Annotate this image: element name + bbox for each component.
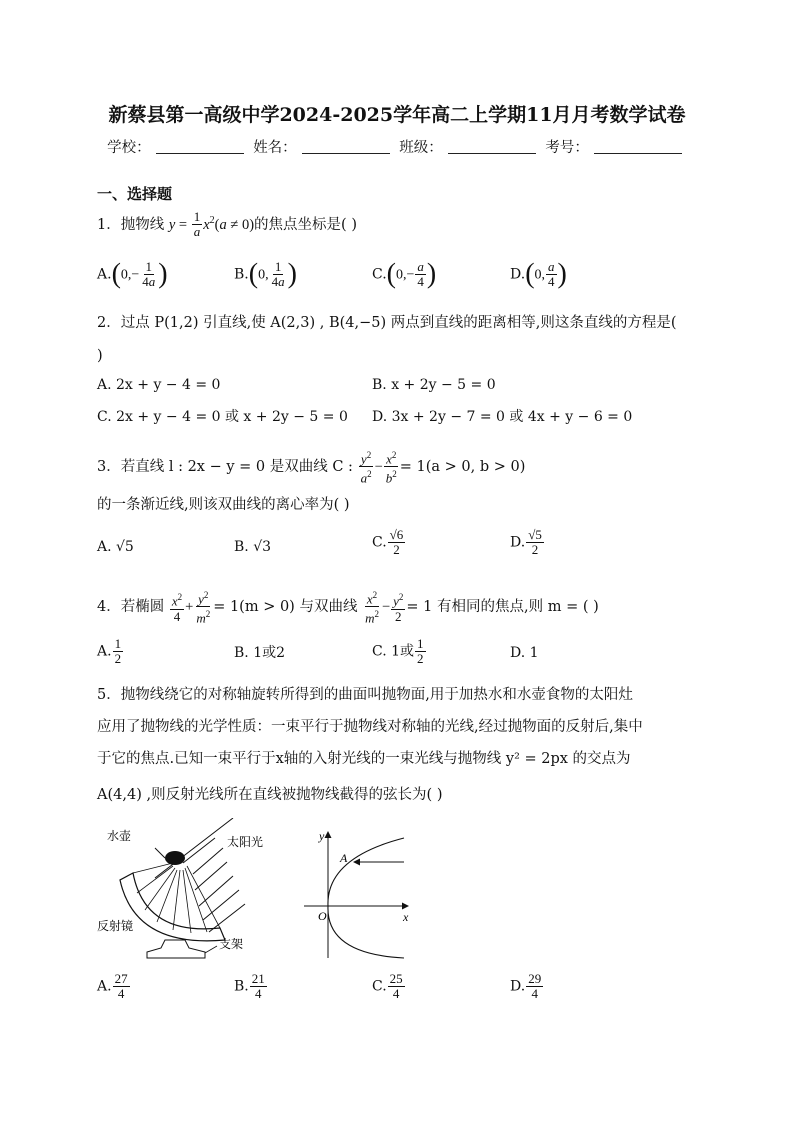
question-text: 抛物线: [120, 216, 165, 233]
solar-cooker-figure: [95, 818, 285, 968]
question-number: 4．: [97, 598, 121, 615]
exam-number-label: 考号：: [545, 140, 589, 156]
q3-option-d[interactable]: D. $\frac{√5}{2}$: [510, 527, 542, 557]
sun-rays: [183, 838, 245, 932]
exam-number-blank[interactable]: [594, 153, 682, 154]
name-label: 姓名：: [253, 140, 297, 156]
question-5-line-4: A(4,4) ,则反射光线所在直线被抛物线截得的弦长为( ): [97, 787, 443, 803]
question-1: 1．抛物线 y = $\frac{1}{a}$ $x^2(a \ne 0)$的焦点坐标是( ): [97, 209, 357, 240]
y-label: y: [319, 829, 325, 843]
q4-option-c[interactable]: C. 1或 $\frac{1}{2}$: [372, 636, 424, 666]
point-a-label: A: [340, 851, 348, 865]
q3-option-c[interactable]: C. $\frac{√6}{2}$: [372, 527, 404, 557]
q3-option-a[interactable]: A. √5: [97, 539, 134, 555]
question-5-line-2: 应用了抛物线的光学性质：一束平行于抛物线对称轴的光线,经过抛物面的反射后,集中: [97, 719, 643, 735]
q2-option-d[interactable]: D. 3x + 2y − 7 = 0 或 4x + y − 6 = 0: [372, 409, 633, 425]
q5-option-c[interactable]: C. $\frac{25}{4}$: [372, 971, 403, 1001]
question-4: 4．若椭圆 $\frac{x^2}{4}$ + $\frac{y^2}{m^2}$ = 1(m > 0) 与双曲线 $\frac{x^2}{m^2}$ − $\frac{y^2}{2}$ = 1 有相同的焦点,则 m = ( ): [97, 590, 599, 626]
section-heading: 一、选择题: [97, 185, 173, 203]
exam-title: 新蔡县第一高级中学2024-2025学年高二上学期11月月考数学试卷: [108, 104, 686, 126]
question-5: [97, 684, 633, 706]
school-label: 学校：: [107, 140, 151, 156]
question-number: 5．: [97, 687, 121, 703]
sunlight-label: 太阳光: [227, 835, 264, 849]
question-text: 若椭圆: [120, 598, 165, 615]
q4-option-a[interactable]: A. $\frac{1}{2}$: [97, 636, 122, 666]
question-3-cont: 的一条渐近线,则该双曲线的离心率为( ): [97, 497, 350, 513]
class-label: 班级：: [399, 140, 443, 156]
q4-option-b[interactable]: B. 1或2: [234, 645, 286, 661]
q2-option-c[interactable]: C. 2x + y − 4 = 0 或 x + 2y − 5 = 0: [97, 409, 348, 425]
mirror-label: 反射镜: [97, 919, 134, 933]
question-number: 2．: [97, 315, 121, 331]
kettle-label: 水壶: [107, 829, 132, 843]
question-number: 1．: [97, 216, 121, 233]
mirror-dish-shape: [120, 873, 225, 941]
question-text: 过点 P(1,2) 引直线,使 A(2,3) , B(4,−5) 两点到直线的距离相等,则这条直线的方程是(: [120, 315, 677, 331]
stand-label: 支架: [219, 937, 244, 951]
parabola-figure: [300, 828, 415, 963]
x-label: x: [403, 910, 409, 924]
q2-option-a[interactable]: A. 2x + y − 4 = 0: [97, 377, 221, 393]
question-text: 若直线 l : 2x − y = 0 是双曲线 C :: [120, 458, 353, 475]
q5-option-b[interactable]: B. $\frac{21}{4}$: [234, 971, 265, 1001]
q1-option-b[interactable]: B.(0, $\frac{1}{4a}$ ): [234, 258, 297, 290]
school-blank[interactable]: [156, 153, 244, 154]
q1-option-d[interactable]: D.(0, $\frac{a}{4}$ ): [510, 258, 567, 290]
q1-option-a[interactable]: A.(0,− $\frac{1}{4a}$ ): [97, 258, 168, 290]
class-blank[interactable]: [448, 153, 536, 154]
student-info-line: [0, 136, 794, 157]
q1-option-c[interactable]: C.(0,− $\frac{a}{4}$ ): [372, 258, 437, 290]
question-5-line-3: 于它的焦点.已知一束平行于x轴的入射光线的一束光线与抛物线 y² = 2px 的交点为: [97, 751, 631, 767]
question-text: 的焦点坐标是(: [254, 216, 347, 233]
name-blank[interactable]: [302, 153, 390, 154]
kettle-leader: [155, 848, 165, 858]
question-2-cont: ): [97, 348, 103, 364]
stand-shape: [147, 940, 205, 958]
q5-option-a[interactable]: A. $\frac{27}{4}$: [97, 971, 128, 1001]
origin-label: O: [318, 909, 327, 923]
question-3: 3．若直线 l : 2x − y = 0 是双曲线 C : $\frac{y^2}{a^2}$ − $\frac{x^2}{b^2}$ = 1(a > 0, b > 0): [97, 450, 526, 486]
question-text: 抛物线绕它的对称轴旋转所得到的曲面叫抛物面,用于加热水和水壶食物的太阳灶: [120, 687, 633, 703]
q2-option-b[interactable]: B. x + 2y − 5 = 0: [372, 377, 496, 393]
q3-option-b[interactable]: B. √3: [234, 539, 272, 555]
q5-option-d[interactable]: D. $\frac{29}{4}$: [510, 971, 542, 1001]
q4-option-d[interactable]: D. 1: [510, 645, 539, 661]
question-2: [97, 312, 677, 334]
question-number: 3．: [97, 458, 121, 475]
